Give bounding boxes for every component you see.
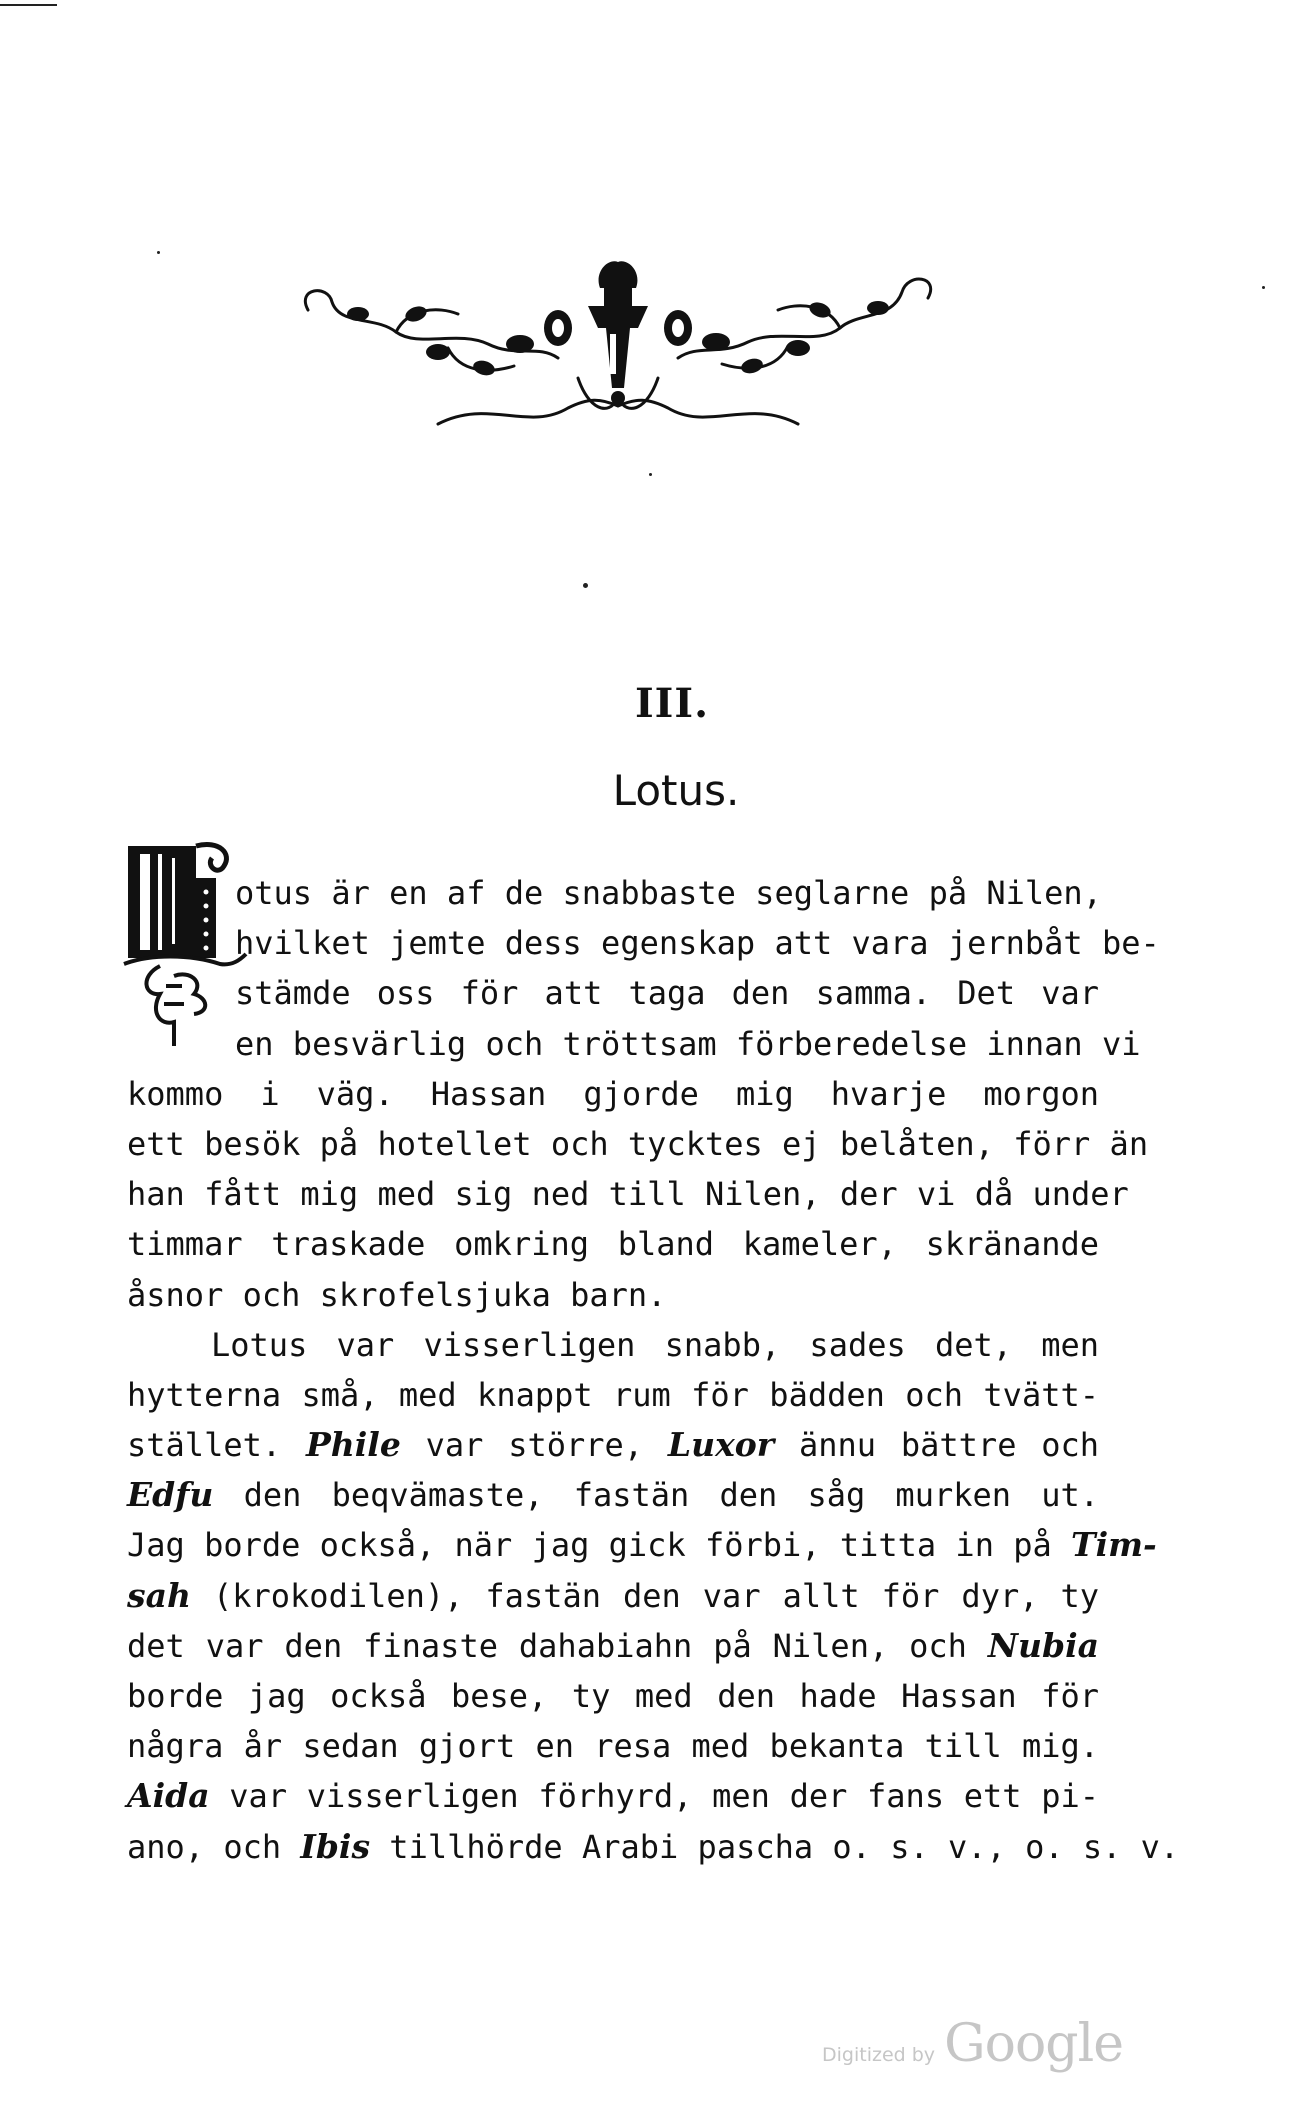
boat-name: Ibis [300,1826,371,1866]
boat-name: Edfu [127,1475,214,1515]
text-line [127,1822,1180,1872]
text-line: en besvärlig och tröttsam förberedelse innan vi [235,1024,1141,1063]
google-logo: Google [944,2014,1123,2074]
text-span: Jag borde också, när jag gick förbi, titta in på [127,1526,1052,1565]
digitized-by-google-watermark [822,2014,1123,2074]
text-span: tillhörde Arabi pascha o. s. v., o. s. v. [389,1827,1180,1866]
text-line: stämde oss för att taga den samma. Det var [235,974,1099,1013]
text-span: den beqvämaste, fastän den såg murken ut. [243,1476,1100,1515]
text-line: kommo i väg. Hassan gjorde mig hvarje morgon [127,1074,1099,1113]
ink-speck [157,251,160,254]
edge-rule [0,4,57,6]
text-line: borde jag också bese, ty med den hade Hassan för [127,1677,1099,1715]
text-line: han fått mig med sig ned till Nilen, der vi då under [127,1175,1129,1214]
text-span: var större, [425,1426,644,1465]
text-line [127,1621,1099,1671]
text-line [127,1571,1099,1621]
text-span: det var den finaste dahabiahn på Nilen, och [127,1626,967,1665]
body-text [127,868,1180,1872]
text-line: några år sedan gjort en resa med bekanta till mig. [127,1727,1099,1766]
text-line: otus är en af de snabbaste seglarne på Nilen, [235,874,1102,912]
text-line: hvilket jemte dess egenskap att vara jernbåt be- [235,924,1160,963]
text-span: stället. [127,1426,282,1465]
text-line [127,1420,1099,1470]
text-span: ano, och [127,1827,282,1866]
text-span: (krokodilen), fastän den var allt för dyr, ty [212,1576,1100,1615]
ink-speck [1262,286,1265,289]
text-line: timmar traskade omkring bland kameler, skränande [127,1225,1099,1264]
text-line [127,1771,1099,1821]
text-line: åsnor och skrofelsjuka barn. [127,1275,667,1314]
svg-text:L: L [120,836,121,837]
text-line [127,1470,1099,1520]
text-line: ett besök på hotellet och tycktes ej belåten, förr än [127,1124,1149,1163]
boat-name: Nubia [987,1625,1100,1665]
text-line [127,1520,1157,1570]
boat-name: Luxor [667,1425,775,1465]
boat-name: sah [127,1575,191,1615]
chapter-number: III. [634,680,710,727]
text-span: var visserligen förhyrd, men der fans ett pi- [229,1777,1100,1816]
boat-name: Phile [305,1425,401,1465]
ink-speck [649,473,652,476]
chapter-title: Lotus. [612,766,740,815]
text-line: Lotus var visserligen snabb, sades det, men [211,1325,1099,1364]
text-line: hytterna små, med knappt rum för bädden och tvätt- [127,1375,1099,1414]
floral-ornament-icon [288,248,948,448]
text-span: ännu bättre och [799,1426,1100,1465]
ink-speck [583,583,588,588]
boat-name: Aida [127,1776,210,1816]
watermark-prefix: Digitized by [822,2044,936,2066]
boat-name: Tim- [1071,1525,1157,1565]
